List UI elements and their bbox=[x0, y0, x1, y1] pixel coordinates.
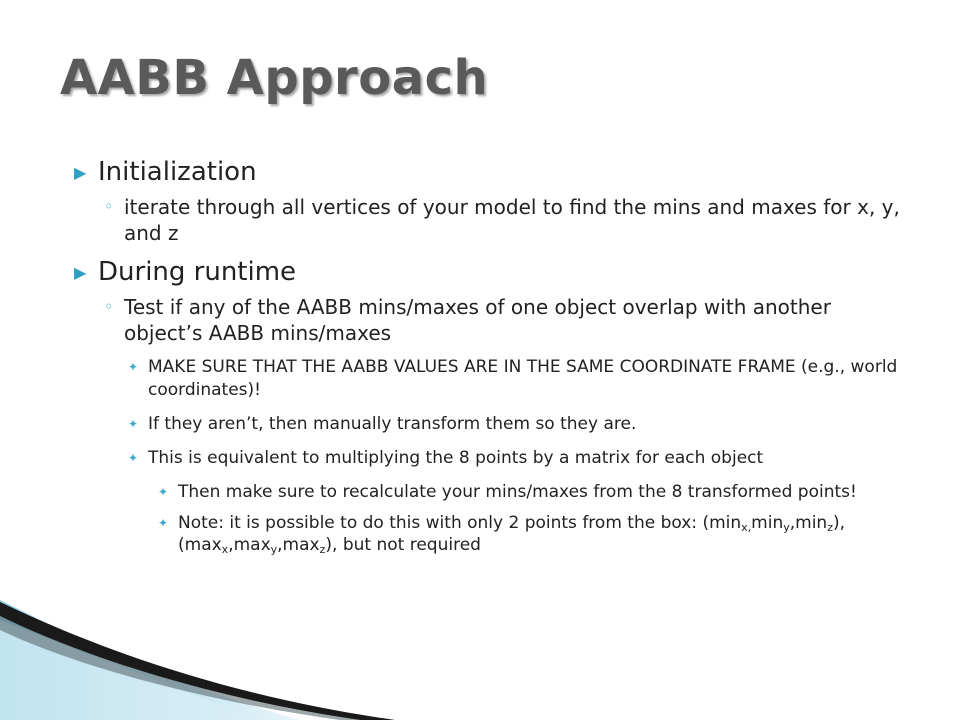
decorative-swoosh bbox=[0, 590, 400, 720]
note-text: Note: it is possible to do this with only 2 points from the box: $(\min_{x,}\min_y,\min_z)$, $(\max_x,\max_y,\max_z)$, but not required bbox=[178, 513, 846, 556]
item-text: If they aren’t, then manually transform them so they are. bbox=[148, 414, 637, 434]
list-item bbox=[128, 447, 904, 470]
list-item bbox=[128, 413, 904, 436]
note-item bbox=[158, 512, 904, 556]
initialization-text: iterate through all vertices of your model to find the mins and maxes for x, y, and z bbox=[124, 195, 900, 245]
sub-bullet-initialization bbox=[104, 194, 904, 246]
heading-runtime: During runtime bbox=[98, 257, 297, 287]
cross-bullet-icon: ✦ bbox=[158, 516, 169, 530]
slide-content bbox=[74, 156, 904, 565]
runtime-text: Test if any of the AABB mins/maxes of one object overlap with another object’s AABB mins/maxes bbox=[124, 295, 831, 345]
bullet-initialization bbox=[74, 156, 904, 188]
slide-title: AABB Approach bbox=[60, 50, 489, 106]
item-text: This is equivalent to multiplying the 8 points by a matrix for each object bbox=[148, 448, 764, 468]
list-item bbox=[128, 356, 904, 402]
sub-bullet-runtime bbox=[104, 294, 904, 346]
triangle-bullet-icon: ▶ bbox=[74, 263, 87, 282]
cross-bullet-icon: ✦ bbox=[128, 360, 139, 374]
ring-bullet-icon: ◦ bbox=[104, 197, 114, 216]
item-text: Then make sure to recalculate your mins/maxes from the 8 transformed points! bbox=[178, 482, 857, 502]
item-text: MAKE SURE THAT THE AABB VALUES ARE IN THE SAME COORDINATE FRAME (e.g., world coordinates)! bbox=[148, 357, 898, 400]
bullet-runtime bbox=[74, 256, 904, 288]
cross-bullet-icon: ✦ bbox=[128, 451, 139, 465]
triangle-bullet-icon: ▶ bbox=[74, 163, 87, 182]
ring-bullet-icon: ◦ bbox=[104, 297, 114, 316]
cross-bullet-icon: ✦ bbox=[128, 417, 139, 431]
cross-bullet-icon: ✦ bbox=[158, 485, 169, 499]
list-item bbox=[158, 481, 904, 503]
heading-initialization: Initialization bbox=[98, 157, 257, 187]
